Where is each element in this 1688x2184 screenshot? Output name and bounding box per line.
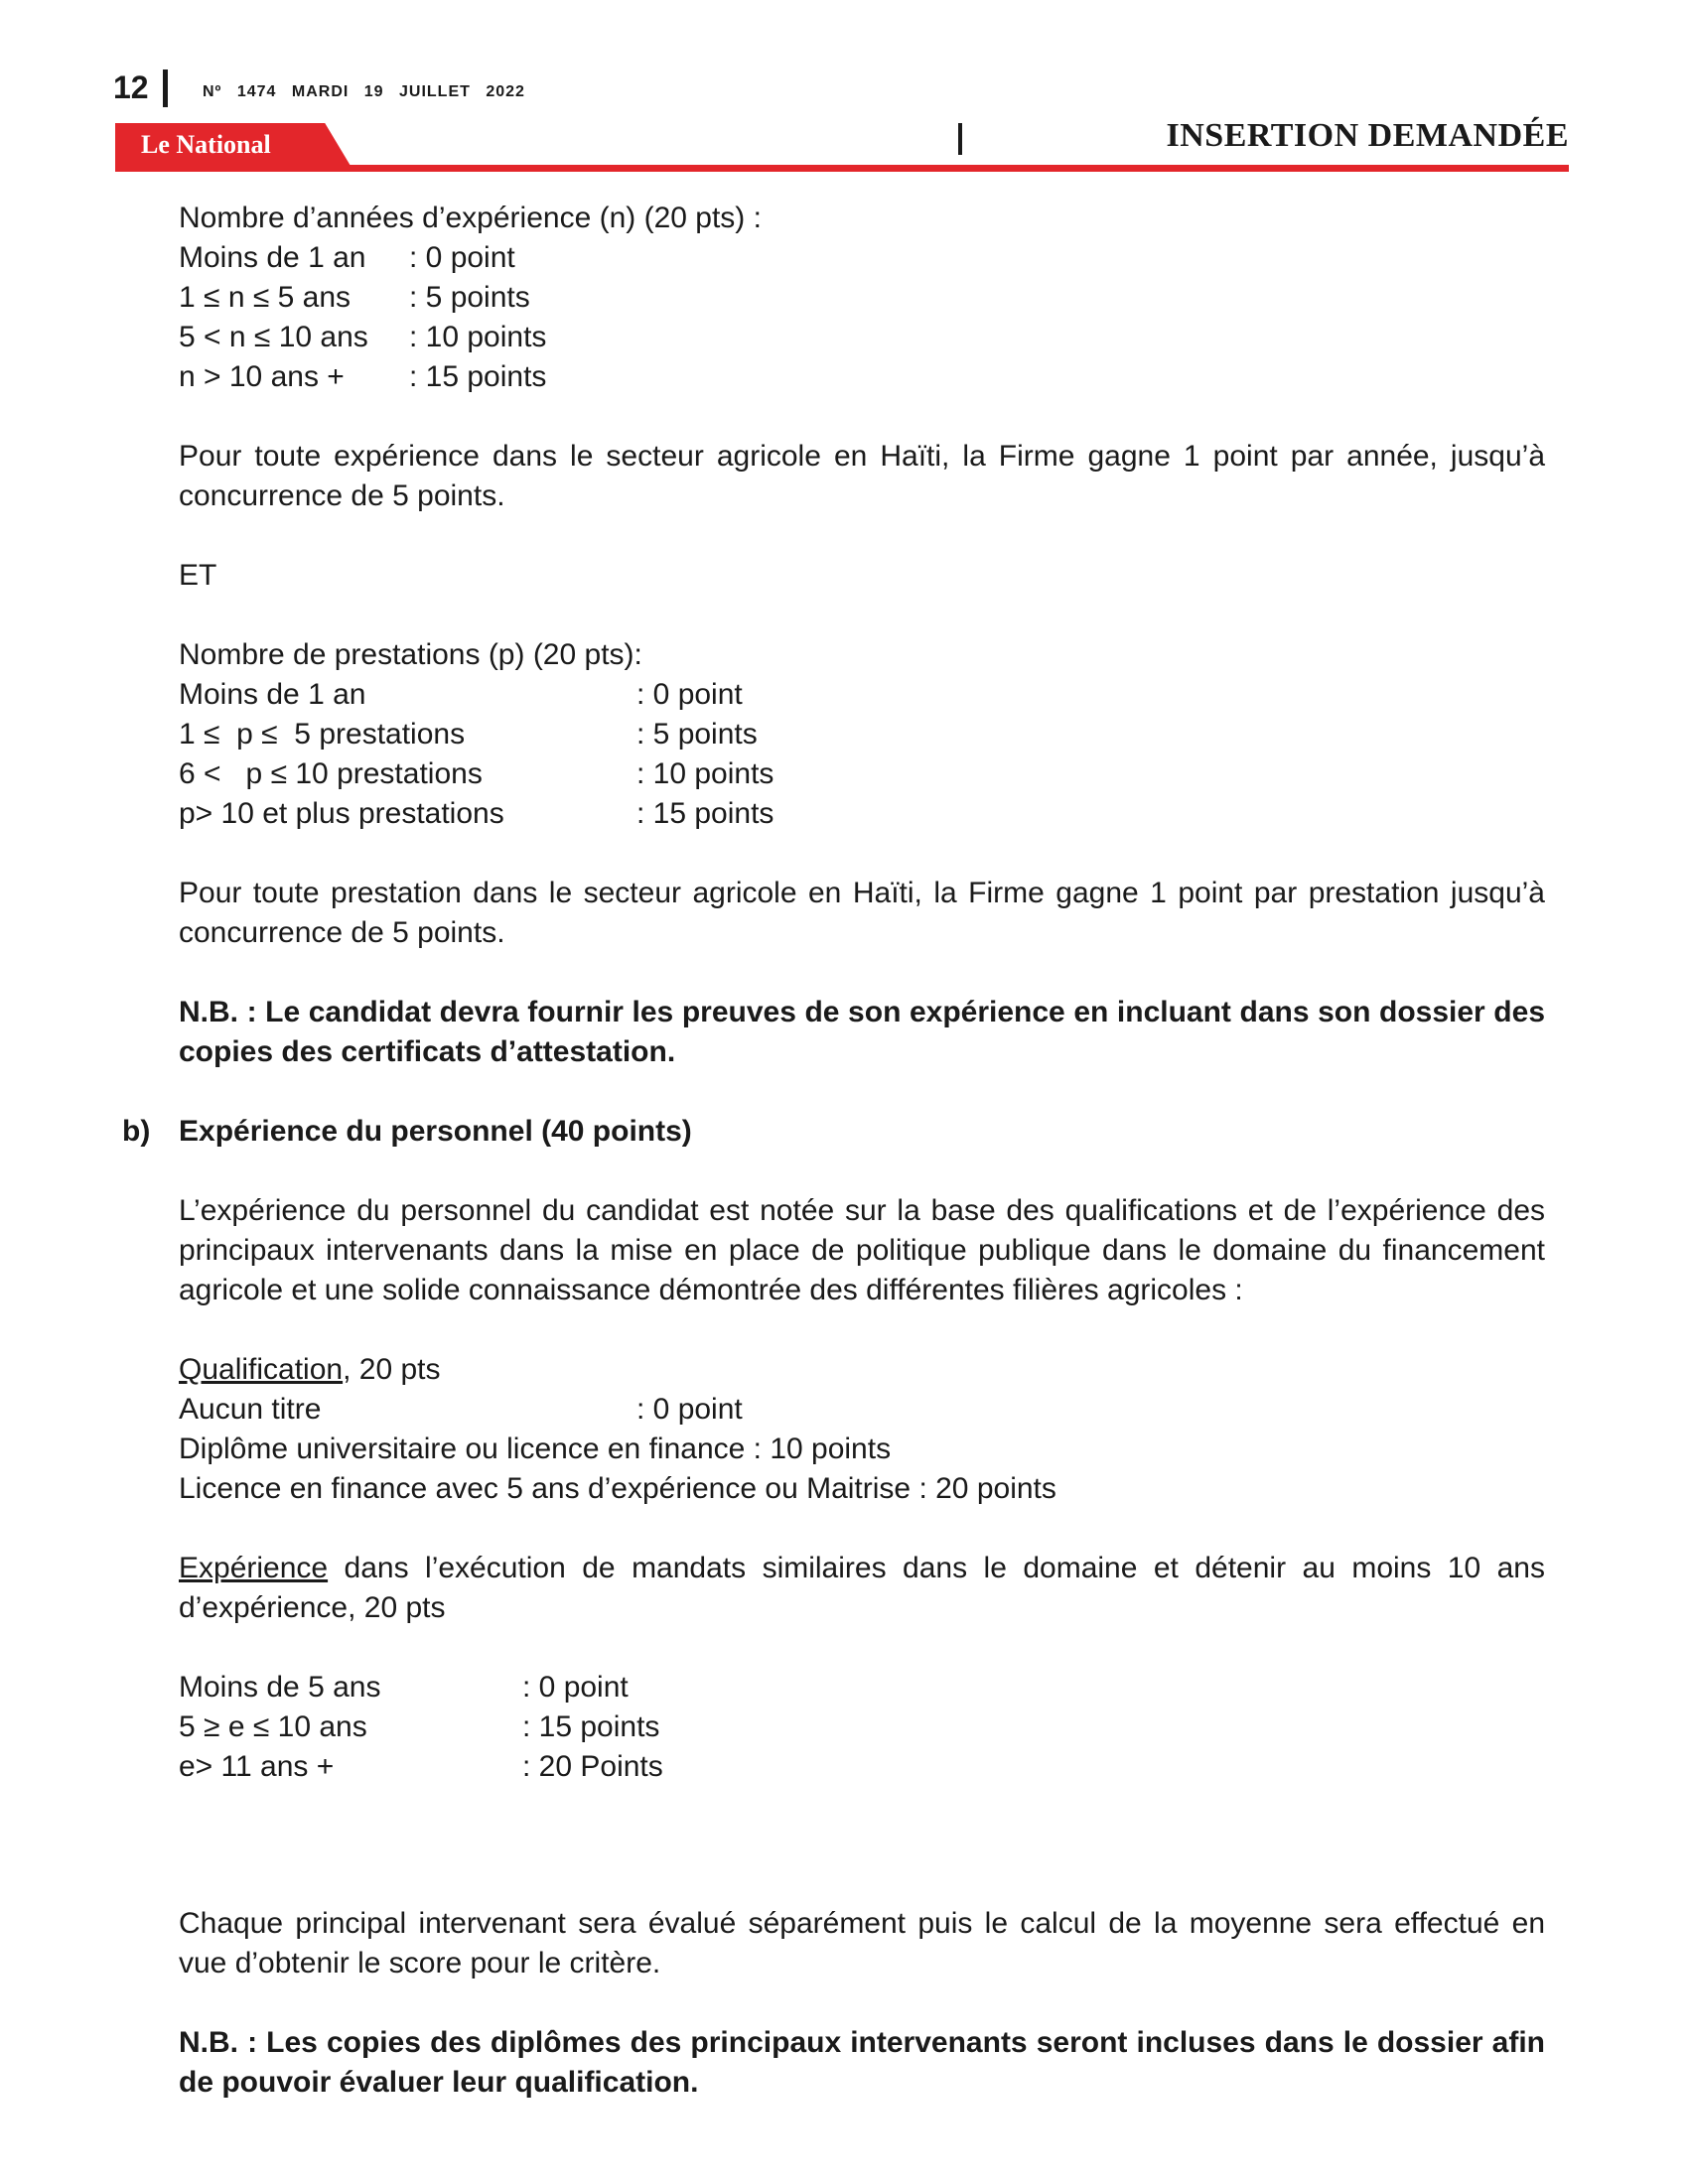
qualification-points: , 20 pts xyxy=(343,1353,441,1386)
prestations-note: Pour toute prestation dans le secteur agricole en Haïti, la Firme gagne 1 point par prestation jusqu’à concurrence de 5 points. xyxy=(179,877,1545,949)
score-row xyxy=(179,715,1545,754)
score-value: : 0 point xyxy=(409,241,515,274)
score-label: p> 10 et plus prestations xyxy=(179,797,504,830)
header-rule xyxy=(115,165,1569,172)
page-number: 12 xyxy=(113,69,149,105)
evaluation-note: Chaque principal intervenant sera évalué séparément puis le calcul de la moyenne sera effectué en vue d’obtenir le score pour le critère. xyxy=(179,1907,1545,1979)
score-label: n > 10 ans + xyxy=(179,360,345,393)
personnel-section-heading xyxy=(122,1112,1545,1152)
score-row xyxy=(179,357,1545,397)
experience-criteria-intro xyxy=(179,1549,1545,1628)
personnel-intro: L’expérience du personnel du candidat est notée sur la base des qualifications et de l’expérience des principaux intervenants dans la mise en place de politique publique dans le domaine du financement agricole et une solide connaissance démontrée des différentes filières agricoles : xyxy=(179,1194,1545,1306)
page-number-separator xyxy=(163,69,168,107)
score-row xyxy=(179,675,1545,715)
article-body xyxy=(122,199,1545,2103)
score-label: Aucun titre xyxy=(179,1393,322,1426)
score-value: : 0 point xyxy=(636,678,743,711)
experience-years-heading: Nombre d’années d’expérience (n) (20 pts) : xyxy=(179,202,762,234)
score-label: 6 < p ≤ 10 prestations xyxy=(179,757,483,790)
personnel-heading: Expérience du personnel (40 points) xyxy=(179,1115,692,1148)
score-label: Moins de 5 ans xyxy=(179,1671,381,1704)
score-row xyxy=(179,794,1545,834)
qualification-title: Qualification xyxy=(179,1353,344,1386)
score-value: : 20 Points xyxy=(522,1750,663,1783)
experience-scores xyxy=(179,1668,1545,1787)
score-value: : 0 point xyxy=(522,1671,629,1704)
score-label: 1 ≤ n ≤ 5 ans xyxy=(179,281,352,314)
score-value: : 10 points xyxy=(409,321,547,353)
nb-diploma-copies: N.B. : Les copies des diplômes des principaux intervenants seront incluses dans le dossier afin de pouvoir évaluer leur qualification. xyxy=(179,2026,1545,2099)
score-row xyxy=(179,1390,1545,1430)
prestations-heading: Nombre de prestations (p) (20 pts): xyxy=(179,638,642,671)
score-row xyxy=(179,238,1545,278)
experience-years-note: Pour toute expérience dans le secteur agricole en Haïti, la Firme gagne 1 point par année, jusqu’à concurrence de 5 points. xyxy=(179,440,1545,512)
score-row xyxy=(179,1707,1545,1747)
score-row xyxy=(179,754,1545,794)
score-value: : 5 points xyxy=(409,281,530,314)
score-label: Moins de 1 an xyxy=(179,678,366,711)
brand-logo: Le National xyxy=(141,130,271,159)
score-value: : 15 points xyxy=(636,797,774,830)
qualification-line: Diplôme universitaire ou licence en finance : 10 points xyxy=(179,1433,892,1465)
conjunction-text: ET xyxy=(179,559,217,592)
score-label: 1 ≤ p ≤ 5 prestations xyxy=(179,718,466,751)
experience-title: Expérience xyxy=(179,1552,329,1584)
score-row xyxy=(179,278,1545,318)
experience-description: dans l’exécution de mandats similaires dans le domaine et détenir au moins 10 ans d’expérience, 20 pts xyxy=(179,1552,1545,1624)
qualification-line: Licence en finance avec 5 ans d’expérience ou Maitrise : 20 points xyxy=(179,1472,1056,1505)
issue-info: Nº 1474 MARDI 19 JUILLET 2022 xyxy=(203,83,525,100)
score-value: : 15 points xyxy=(522,1710,660,1743)
score-label: e> 11 ans + xyxy=(179,1750,335,1783)
score-label: Moins de 1 an xyxy=(179,241,366,274)
nb-experience-proof: N.B. : Le candidat devra fournir les preuves de son expérience en incluant dans son dossier des copies des certificats d’attestation. xyxy=(179,996,1545,1068)
score-row xyxy=(179,318,1545,357)
prestations-criteria xyxy=(179,635,1545,834)
experience-years-criteria xyxy=(179,199,1545,397)
header-divider xyxy=(958,123,962,155)
score-value: : 10 points xyxy=(636,757,774,790)
score-label: 5 ≥ e ≤ 10 ans xyxy=(179,1710,367,1743)
score-value: : 5 points xyxy=(636,718,758,751)
score-row xyxy=(179,1668,1545,1707)
score-value: : 15 points xyxy=(409,360,547,393)
section-title: INSERTION DEMANDÉE xyxy=(1166,117,1569,154)
score-label: 5 < n ≤ 10 ans xyxy=(179,321,368,353)
score-row xyxy=(179,1747,1545,1787)
list-marker: b) xyxy=(122,1115,151,1148)
qualification-criteria xyxy=(179,1350,1545,1509)
score-value: : 0 point xyxy=(636,1393,743,1426)
